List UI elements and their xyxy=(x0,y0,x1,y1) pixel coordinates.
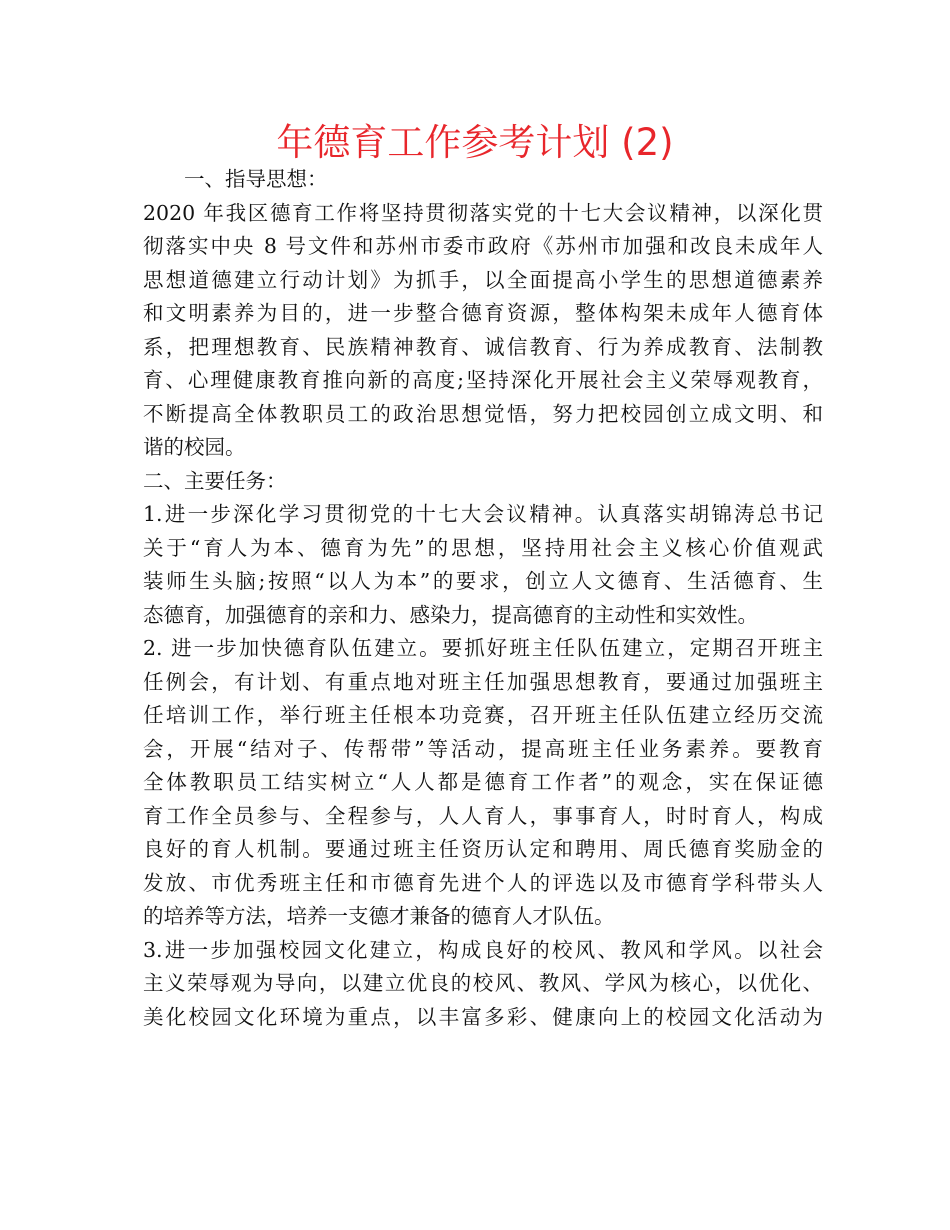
paragraph-line: 2. 进一步加快德育队伍建立。要抓好班主任队伍建立，定期召开班主 xyxy=(143,636,823,660)
paragraph-line: 装师生头脑;按照“以人为本”的要求，创立人文德育、生活德育、生 xyxy=(143,569,823,593)
paragraph-line: 关于“育人为本、德育为先”的思想，坚持用社会主义核心价值观武 xyxy=(143,535,823,560)
paragraph-line: 不断提高全体教职员工的政治思想觉悟，努力把校园创立成文明、和 xyxy=(143,401,823,426)
section-heading-guiding-ideology: 一、指导思想： xyxy=(184,167,328,191)
paragraph-line: 育工作全员参与、全程参与，人人育人，事事育人，时时育人，构成 xyxy=(143,803,823,828)
paragraph-line: 良好的育人机制。要通过班主任资历认定和聘用、周氏德育奖励金的 xyxy=(143,837,823,861)
paragraph-line: 主义荣辱观为导向，以建立优良的校风、教风、学风为核心，以优化、 xyxy=(143,971,823,995)
paragraph-line: 3.进一步加强校园文化建立，构成良好的校风、教风和学风。以社会 xyxy=(143,937,823,962)
paragraph-line: 谐的校园。 xyxy=(143,435,246,459)
paragraph-line: 彻落实中央 8 号文件和苏州市委市政府《苏州市加强和改良未成年人 xyxy=(143,234,823,258)
document-body xyxy=(143,163,823,1034)
document-title: 年德育工作参考计划 (2) xyxy=(276,121,674,164)
paragraph-line: 的培养等方法，培养一支德才兼备的德育人才队伍。 xyxy=(143,904,615,928)
paragraph-line: 发放、市优秀班主任和市德育先进个人的评选以及市德育学科带头人 xyxy=(143,870,823,895)
paragraph-line: 会，开展“结对子、传帮带”等活动，提高班主任业务素养。要教育 xyxy=(143,736,823,761)
paragraph-line: 2020 年我区德育工作将坚持贯彻落实党的十七大会议精神，以深化贯 xyxy=(143,200,823,225)
paragraph-line: 全体教职员工结实树立“人人都是德育工作者”的观念，实在保证德 xyxy=(143,770,823,794)
paragraph-line: 美化校园文化环境为重点，以丰富多彩、健康向上的校园文化活动为 xyxy=(143,1004,823,1029)
paragraph-line: 思想道德建立行动计划》为抓手，以全面提高小学生的思想道德素养 xyxy=(143,267,823,292)
paragraph-line: 和文明素养为目的，进一步整合德育资源，整体构架未成年人德育体 xyxy=(143,301,823,325)
paragraph-line: 任例会，有计划、有重点地对班主任加强思想教育，要通过加强班主 xyxy=(143,669,823,694)
paragraph-line: 态德育，加强德育的亲和力、感染力，提高德育的主动性和实效性。 xyxy=(143,602,758,627)
paragraph-line: 育、心理健康教育推向新的高度;坚持深化开展社会主义荣辱观教育， xyxy=(143,368,823,392)
paragraph-line: 任培训工作，举行班主任根本功竞赛，召开班主任队伍建立经历交流 xyxy=(143,703,823,727)
paragraph-line: 系，把理想教育、民族精神教育、诚信教育、行为养成教育、法制教 xyxy=(143,334,823,359)
section-heading-main-tasks: 二、主要任务： xyxy=(143,468,287,493)
paragraph-line: 1.进一步深化学习贯彻党的十七大会议精神。认真落实胡锦涛总书记 xyxy=(143,502,823,526)
